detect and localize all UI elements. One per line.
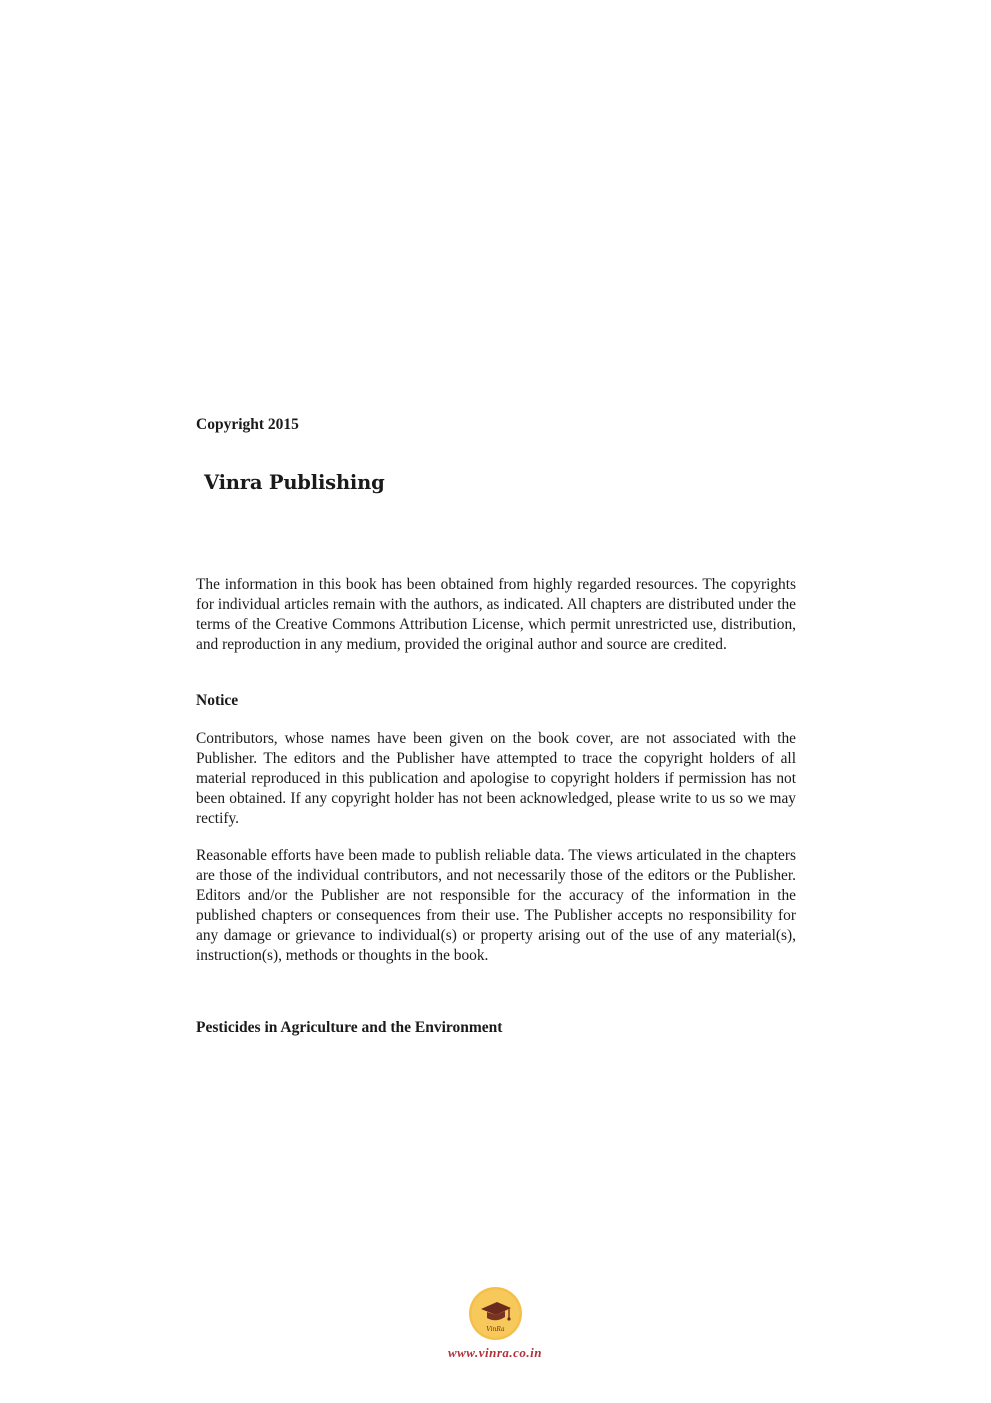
- copyright-line: Copyright 2015: [196, 416, 299, 433]
- publisher-name: Vinra Publishing: [204, 471, 385, 494]
- publisher-logo: [469, 1287, 522, 1340]
- logo-lettering: VinRa: [486, 1326, 505, 1333]
- contributors-paragraph: Contributors, whose names have been given on the book cover, are not associated with the Publisher. The editors and the Publisher have attempted to trace the copyright holders of all material reproduced in this publication and apologise to copyright holders if permission has not been obtained. If any copyright holder has not been acknowledged, please write to us so we may rectify.: [196, 730, 796, 827]
- disclaimer-paragraph: Reasonable efforts have been made to publish reliable data. The views articulated in the chapters are those of the individual contributors, and not necessarily those of the editors or the Publisher. Editors and/or the Publisher are not responsible for the accuracy of the information in the published chapters or consequences from their use. The Publisher accepts no responsibility for any damage or grievance to individual(s) or property arising out of the use of any material(s), instruction(s), methods or thoughts in the book.: [196, 847, 796, 964]
- notice-heading: Notice: [196, 692, 239, 709]
- website-url[interactable]: www.vinra.co.in: [447, 1345, 543, 1360]
- rights-paragraph: The information in this book has been obtained from highly regarded resources. The copyrights for individual articles remain with the authors, as indicated. All chapters are distributed under the terms of the Creative Commons Attribution License, which permit unrestricted use, distribution, and reproduction in any medium, provided the original author and source are credited.: [196, 576, 796, 653]
- book-title: Pesticides in Agriculture and the Environment: [196, 1019, 503, 1036]
- graduation-cap-icon: [469, 1287, 522, 1340]
